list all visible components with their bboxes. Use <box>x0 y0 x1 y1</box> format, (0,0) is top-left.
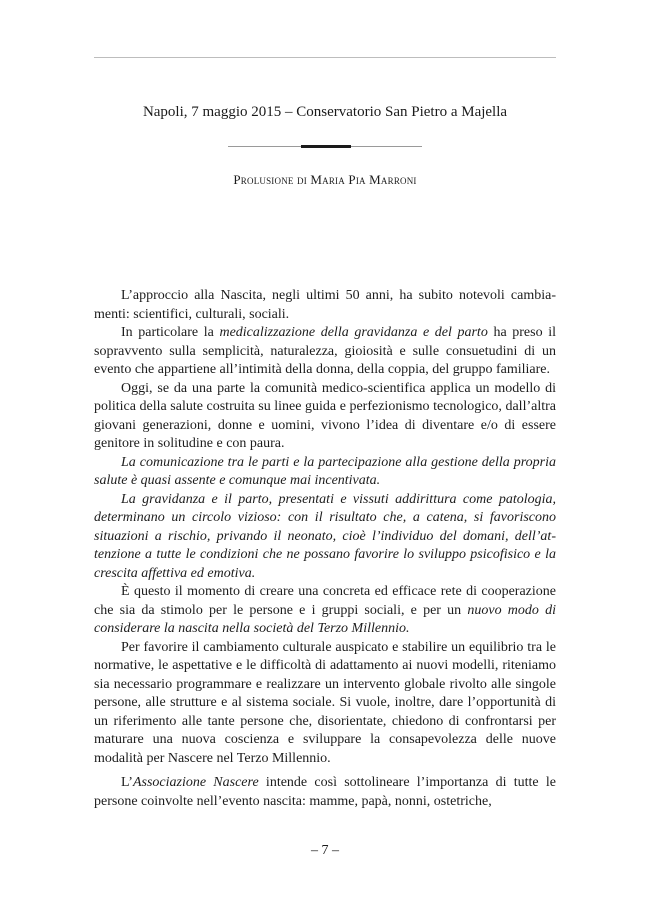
italic-text: La gravidanza e il parto, presentati e vissuti addirittura come patologia, determinano un circolo vizioso: con il risultato che, a catena, si favoriscono situazioni a rischio, privando il neonato, cioè l’individuo del domani, dell’attenzione a tutte le condizioni che ne possano favorire lo sviluppo psicofisico e la crescita affettiva ed emotiva. <box>94 491 556 581</box>
speech-subtitle: Prolusione di Maria Pia Marroni <box>233 172 417 187</box>
body-paragraph <box>94 380 556 454</box>
body-paragraph <box>94 287 556 324</box>
body-paragraph <box>94 324 556 380</box>
paragraph-text: intende così sottolineare l’importanza di tutte le persone coinvolte nell’evento nascita: mamme, papà, nonni, ostetriche, <box>94 775 556 809</box>
paragraph-text: L’approccio alla Nascita, negli ultimi 50 anni, ha subito notevoli cambiamenti: scientifici, culturali, sociali. <box>94 288 556 322</box>
paragraph-text: Per favorire il cambiamento culturale auspicato e stabilire un equilibrio tra le normative, le aspettative e le difficoltà di adattamento ai nuovi modelli, riteniamo sia necessario programmare e realizzare un intervento globale rivolto alle singole persone, alle strutture e al sistema sociale. Si vuole, inoltre, dare l’opportunità di un riferimento alle tante persone che, disorientate, chiedono di confrontarsi per maturare una nuova coscienza e sviluppare la consapevolezza delle nuove modalità per Nascere nel Terzo Millennio. <box>94 639 556 766</box>
body-paragraph <box>94 454 556 491</box>
italic-text: Associazione Nascere <box>132 775 259 790</box>
italic-text: medicalizzazione della gravidanza e del parto <box>219 325 488 340</box>
event-heading: Napoli, 7 maggio 2015 – Conservatorio San Pietro a Majella <box>142 104 508 120</box>
header-rule <box>94 57 556 58</box>
ornamental-divider <box>228 145 422 149</box>
paragraph-text: ha preso il sopravvento sulla semplicità, naturalezza, gioiosità e sulle consuetudini di un evento che appartiene all’intimità della donna, della coppia, del gruppo familiare. <box>94 325 556 377</box>
body-paragraph <box>94 491 556 584</box>
italic-text: La comunicazione tra le parti e la partecipazione alla gestione della propria salute è quasi assente e comunque mai incentivata. <box>94 454 556 488</box>
paragraph-text: È questo il momento di creare una concreta ed efficace rete di cooperazione che sia da stimolo per le persone e i gruppi sociali, e per un <box>94 584 556 618</box>
paragraph-text: In particolare la <box>121 325 220 340</box>
page-number: – 7 – <box>311 843 339 858</box>
body-text <box>94 287 556 811</box>
body-paragraph <box>94 774 556 811</box>
italic-text: nuovo modo di considerare la nascita nella società del Terzo Millennio. <box>94 602 556 636</box>
paragraph-text: Oggi, se da una parte la comunità medico-scientifica applica un modello di politica della salute costruita su linee guida e perfezionismo tecnologico, dall’altra giovani generazioni, donne e uomini, vivono l’idea di diventare e/o di essere genitore in solitudine e con paura. <box>94 380 556 451</box>
paragraph-text: L’ <box>121 775 133 790</box>
divider-thick-bar <box>301 145 351 148</box>
body-paragraph <box>94 583 556 639</box>
body-paragraph <box>94 639 556 769</box>
